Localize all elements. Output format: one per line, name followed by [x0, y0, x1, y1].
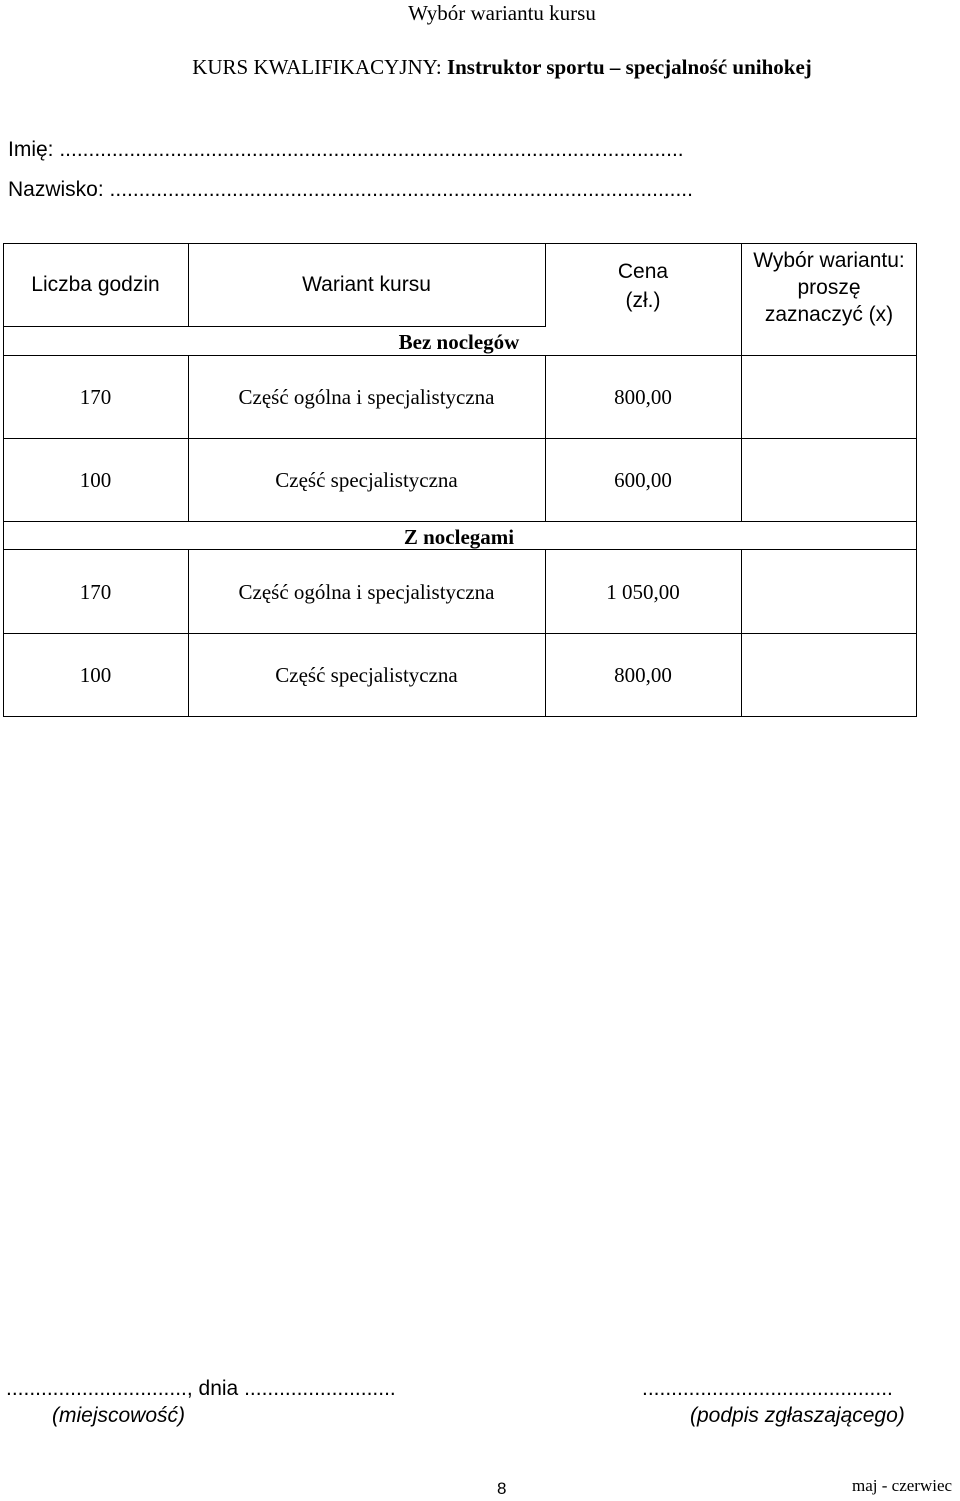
- table-cell-hours: 100: [79, 468, 112, 492]
- signature-field[interactable]: ...........................................: [642, 1377, 893, 1400]
- course-name: Instruktor sportu – specjalność unihokej: [446, 55, 812, 79]
- table-cell-hours: 100: [79, 663, 112, 687]
- column-divider: [741, 243, 742, 356]
- section-label-no-accommodation: Bez noclegów: [398, 330, 520, 354]
- header-choice: Wybór wariantu: proszę zaznaczyć (x): [753, 248, 905, 326]
- header-variant: Wariant kursu: [302, 273, 431, 296]
- row-divider: [3, 521, 917, 522]
- signature-label: (podpis zgłaszającego): [690, 1404, 905, 1427]
- header-hours: Liczba godzin: [31, 273, 160, 296]
- table-border-right: [916, 243, 917, 717]
- header-price: Cena (zł.): [617, 260, 669, 312]
- first-name-field[interactable]: Imię: ...........................................................................................................: [8, 138, 684, 161]
- page-number: 8: [497, 1479, 507, 1498]
- table-cell-price: 800,00: [614, 663, 672, 687]
- place-label: (miejscowość): [52, 1404, 186, 1427]
- choice-cell[interactable]: [741, 634, 916, 716]
- page-title: Wybór wariantu kursu: [408, 1, 596, 25]
- table-border-bottom: [3, 716, 917, 717]
- place-date-field[interactable]: ..............................., dnia ..........................: [6, 1377, 396, 1400]
- course-heading: [0, 54, 960, 80]
- last-name-field[interactable]: Nazwisko: ....................................................................................................: [8, 178, 693, 201]
- table-cell-variant: Część specjalistyczna: [275, 468, 458, 492]
- choice-cell[interactable]: [741, 439, 916, 521]
- table-cell-price: 600,00: [614, 468, 672, 492]
- table-cell-hours: 170: [79, 579, 112, 604]
- course-prefix: KURS KWALIFIKACYJNY:: [192, 55, 447, 79]
- table-cell-variant: Część ogólna i specjalistyczna: [238, 579, 495, 604]
- footer-date: maj - czerwiec: [852, 1476, 953, 1495]
- table-cell-variant: Część specjalistyczna: [275, 663, 458, 687]
- table-cell-variant: Część ogólna i specjalistyczna: [238, 385, 495, 409]
- choice-cell[interactable]: [741, 550, 916, 633]
- column-divider: [545, 243, 546, 327]
- table-cell-price: 800,00: [614, 385, 672, 409]
- section-label-with-accommodation: Z noclegami: [403, 525, 515, 549]
- table-cell-price: 1 050,00: [606, 579, 680, 604]
- choice-cell[interactable]: [741, 356, 916, 438]
- table-cell-hours: 170: [79, 385, 112, 409]
